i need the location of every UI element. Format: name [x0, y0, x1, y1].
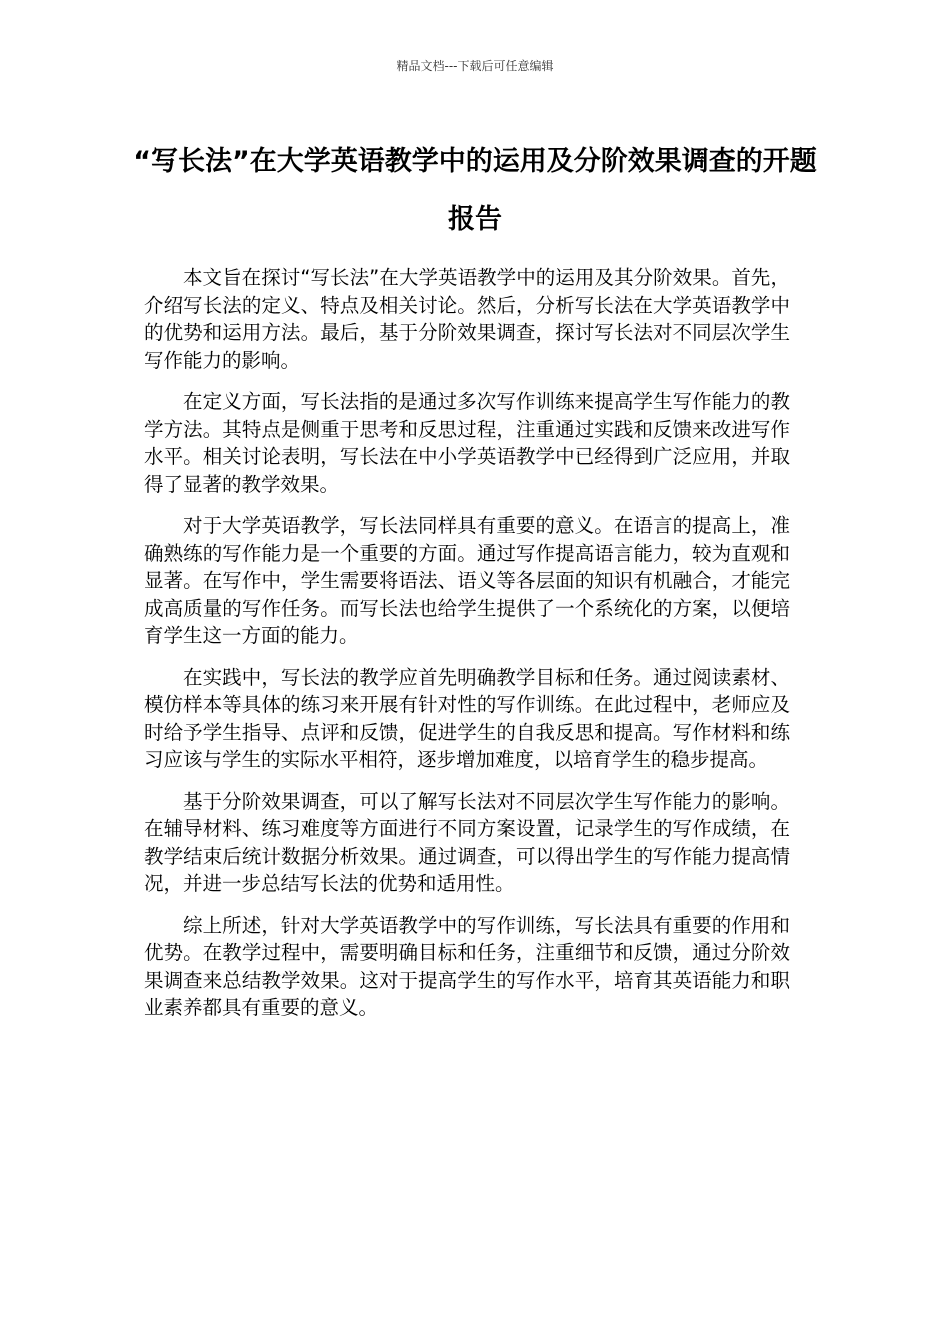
document-body: [144, 264, 790, 1036]
paragraph-significance: 对于大学英语教学，写长法同样具有重要的意义。在语言的提高上，准确熟练的写作能力是一个重要的方面。通过写作提高语言能力，较为直观和显著。在写作中，学生需要将语法、语义等各层面的知识有机融合，才能完成高质量的写作任务。而写长法也给学生提供了一个系统化的方案，以便培育学生这一方面的能力。: [144, 514, 790, 647]
page-header: 精品文档---下载后可任意编辑: [396, 59, 554, 73]
paragraph-definition: 在定义方面，写长法指的是通过多次写作训练来提高学生写作能力的教学方法。其特点是侧重于思考和反思过程，注重通过实践和反馈来改进写作水平。相关讨论表明，写长法在中小学英语教学中已经得到广泛应用，并取得了显著的教学效果。: [144, 390, 790, 496]
paragraph-conclusion: 综上所述，针对大学英语教学中的写作训练，写长法具有重要的作用和优势。在教学过程中，需要明确目标和任务，注重细节和反馈，通过分阶效果调查来总结教学效果。这对于提高学生的写作水平，培育其英语能力和职业素养都具有重要的意义。: [144, 913, 790, 1019]
paragraph-intro: 本文旨在探讨“写长法”在大学英语教学中的运用及其分阶效果。首先，介绍写长法的定义、特点及相关讨论。然后，分析写长法在大学英语教学中的优势和运用方法。最后，基于分阶效果调查，探讨写长法对不同层次学生写作能力的影响。: [144, 266, 790, 372]
paragraph-survey: 基于分阶效果调查，可以了解写长法对不同层次学生写作能力的影响。在辅导材料、练习难度等方面进行不同方案设置，记录学生的写作成绩，在教学结束后统计数据分析效果。通过调查，可以得出学生的写作能力提高情况，并进一步总结写长法的优势和适用性。: [144, 789, 790, 895]
paragraph-practice: 在实践中，写长法的教学应首先明确教学目标和任务。通过阅读素材、模仿样本等具体的练习来开展有针对性的写作训练。在此过程中，老师应及时给予学生指导、点评和反馈，促进学生的自我反思和提高。写作材料和练习应该与学生的实际水平相符，逐步增加难度，以培育学生的稳步提高。: [144, 665, 790, 771]
document-title: “写长法”在大学英语教学中的运用及分阶效果调查的开题报告: [133, 146, 817, 235]
